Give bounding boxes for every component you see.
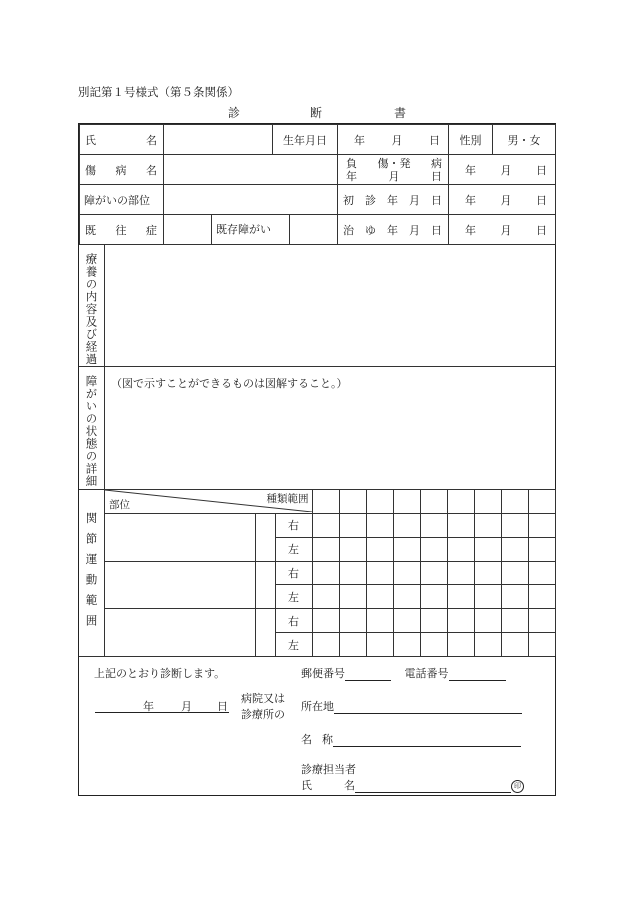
- joint-header-row: [105, 490, 556, 514]
- first-visit-label: 初 診 年 月 日: [338, 185, 449, 215]
- address-label: 所在地: [301, 700, 334, 713]
- sex-label: 性別: [449, 125, 493, 155]
- phone-label: 電話番号: [404, 667, 449, 680]
- title-char-1: 診: [228, 106, 241, 120]
- disease-field[interactable]: [164, 155, 338, 185]
- title-char-3: 書: [394, 106, 407, 120]
- existing-disability-label: 既存障がい: [212, 215, 290, 244]
- row-name: [80, 125, 556, 155]
- doctor-name-label: 氏 名: [301, 779, 355, 792]
- condition-label: 障がいの状態の詳細: [84, 375, 99, 488]
- treatment-field[interactable]: [105, 245, 555, 366]
- joint-range-label: 関節運動範囲: [84, 511, 99, 635]
- right-label: 右: [275, 513, 312, 537]
- facility-name-row: [301, 731, 521, 747]
- condition-section: [79, 367, 555, 490]
- row-history: [80, 215, 556, 245]
- seal-mark: 印: [511, 780, 524, 793]
- hospital-label-line2: 診療所の: [241, 708, 285, 721]
- onset-label: 負 傷・発 病 年 月 日: [338, 155, 449, 185]
- cure-date-field[interactable]: 年 月 日: [449, 215, 556, 245]
- history-field[interactable]: [164, 215, 212, 245]
- right-label: 右: [275, 609, 312, 633]
- facility-name-field[interactable]: [333, 734, 521, 747]
- joint-spacer: [255, 609, 275, 656]
- joint-range-section: [79, 490, 555, 657]
- left-label: 左: [275, 633, 312, 656]
- row-disability-area: [80, 185, 556, 215]
- certification-statement: 上記のとおり診断します。: [94, 667, 226, 680]
- patient-info-table: [79, 124, 556, 245]
- birthdate-field[interactable]: 年 月 日: [338, 125, 449, 155]
- name-label: 氏 名: [80, 125, 164, 155]
- joint-part-field[interactable]: [105, 561, 255, 609]
- joint-spacer: [255, 513, 275, 561]
- existing-disability-cell: [212, 215, 338, 245]
- certification-date-field[interactable]: 年 月 日: [95, 699, 229, 713]
- phone-field[interactable]: [449, 668, 506, 681]
- condition-field[interactable]: [105, 367, 555, 489]
- row-disease: [80, 155, 556, 185]
- doctor-name-field[interactable]: [355, 780, 511, 793]
- joint-row-right: [105, 513, 556, 537]
- treatment-label: 療養の内容及び経過: [84, 253, 99, 366]
- doctor-name-row: [301, 777, 524, 793]
- disability-area-field[interactable]: [164, 185, 338, 215]
- left-label: 左: [275, 585, 312, 609]
- type-range-label: 種類範囲: [266, 493, 309, 505]
- onset-date-field[interactable]: 年 月 日: [449, 155, 556, 185]
- name-field[interactable]: [164, 125, 273, 155]
- joint-header-cell: [105, 490, 312, 514]
- postal-row: [301, 665, 506, 681]
- joint-range-table: [105, 489, 556, 656]
- address-field[interactable]: [334, 701, 522, 714]
- disease-label: 傷 病 名: [80, 155, 164, 185]
- hospital-label-line1: 病院又は: [241, 692, 285, 705]
- right-label: 右: [275, 561, 312, 585]
- existing-disability-field[interactable]: [290, 215, 337, 244]
- part-label: 部位: [109, 498, 130, 511]
- address-row: [301, 698, 522, 714]
- first-visit-date-field[interactable]: 年 月 日: [449, 185, 556, 215]
- birthdate-label: 生年月日: [273, 125, 338, 155]
- treatment-label-cell: [79, 245, 105, 366]
- joint-part-field[interactable]: [105, 513, 255, 561]
- cure-date-label: 治 ゆ 年 月 日: [338, 215, 449, 245]
- disability-area-label: 障がいの部位: [80, 185, 164, 215]
- form-number-header: 別記第１号様式（第５条関係）: [78, 85, 239, 99]
- left-label: 左: [275, 537, 312, 561]
- joint-part-field[interactable]: [105, 609, 255, 656]
- treatment-section: [79, 245, 555, 367]
- condition-note: （図で示すことができるものは図解すること。）: [111, 377, 348, 390]
- postal-field[interactable]: [345, 668, 391, 681]
- history-label: 既 往 症: [80, 215, 164, 245]
- joint-label-cell: [79, 490, 105, 656]
- postal-label: 郵便番号: [301, 667, 345, 680]
- certification-section: [79, 657, 555, 797]
- joint-spacer: [255, 561, 275, 609]
- doctor-label: 診療担当者: [301, 763, 356, 776]
- diagnosis-form: [78, 123, 556, 796]
- facility-name-label: 名 称: [301, 733, 333, 746]
- sex-field[interactable]: 男・女: [493, 125, 556, 155]
- condition-label-cell: [79, 367, 105, 489]
- joint-row-right: [105, 561, 556, 585]
- joint-row-right: [105, 609, 556, 633]
- title-char-2: 断: [310, 106, 323, 120]
